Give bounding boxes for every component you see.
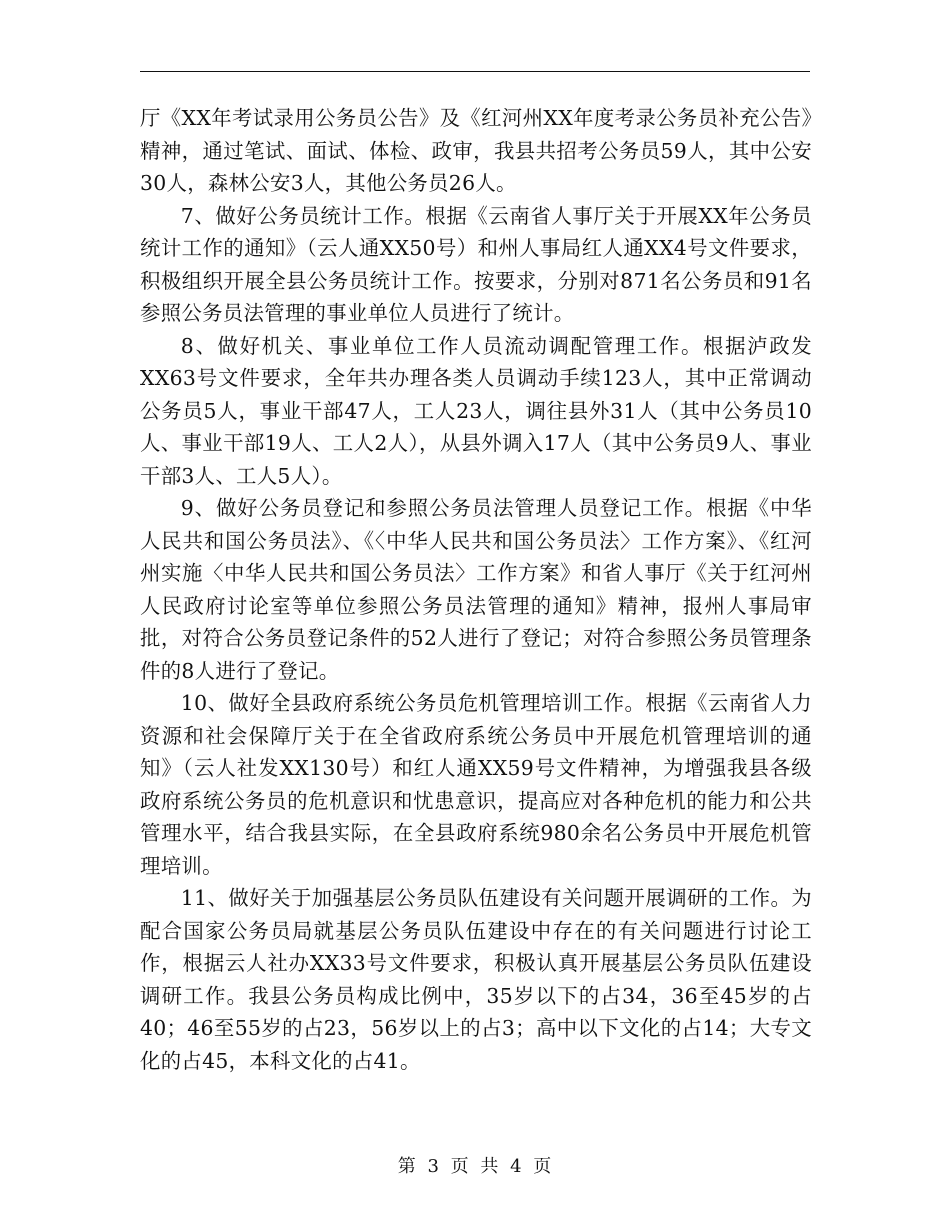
paragraph-continuation: 厅《XX年考试录用公务员公告》及《红河州XX年度考录公务员补充公告》精神，通过笔试、面试、体检、政审，我县共招考公务员59人，其中公安30人，森林公安3人，其他公务员26人。: [140, 106, 812, 195]
paragraph-item-7: 7、做好公务员统计工作。根据《云南省人事厅关于开展XX年公务员统计工作的通知》（云人通XX50号）和州人事局红人通XX4号文件要求，积极组织开展全县公务员统计工作。按要求，分别对871名公务员和91名参照公务员法管理的事业单位人员进行了统计。: [140, 203, 812, 325]
header-rule: [140, 71, 810, 72]
paragraph-item-11: 11、做好关于加强基层公务员队伍建设有关问题开展调研的工作。为配合国家公务员局就基层公务员队伍建设中存在的有关问题进行讨论工作，根据云人社办XX33号文件要求，积极认真开展基层公务员队伍建设调研工作。我县公务员构成比例中，35岁以下的占34，36至45岁的占40；46至55岁的占23，56岁以上的占3；高中以下文化的占14；大专文化的占45，本科文化的占41。: [140, 886, 812, 1073]
paragraph-item-9: 9、做好公务员登记和参照公务员法管理人员登记工作。根据《中华人民共和国公务员法》、《〈中华人民共和国公务员法〉工作方案》、《红河州实施〈中华人民共和国公务员法〉工作方案》和省人事厅《关于红河州人民政府讨论室等单位参照公务员法管理的通知》精神，报州人事局审批，对符合公务员登记条件的52人进行了登记；对符合参照公务员管理条件的8人进行了登记。: [140, 496, 812, 683]
paragraph-item-10: 10、做好全县政府系统公务员危机管理培训工作。根据《云南省人力资源和社会保障厅关于在全省政府系统公务员中开展危机管理培训的通知》（云人社发XX130号）和红人通XX59号文件精神，为增强我县各级政府系统公务员的危机意识和忧患意识，提高应对各种危机的能力和公共管理水平，结合我县实际，在全县政府系统980余名公务员中开展危机管理培训。: [140, 691, 812, 878]
paragraph-item-8: 8、做好机关、事业单位工作人员流动调配管理工作。根据泸政发XX63号文件要求，全年共办理各类人员调动手续123人，其中正常调动公务员5人，事业干部47人，工人23人，调往县外31人（其中公务员10人、事业干部19人、工人2人），从县外调入17人（其中公务员9人、事业干部3人、工人5人）。: [140, 333, 812, 488]
body-text: [140, 102, 812, 1077]
page-number-footer: 第 3 页 共 4 页: [397, 1156, 553, 1177]
